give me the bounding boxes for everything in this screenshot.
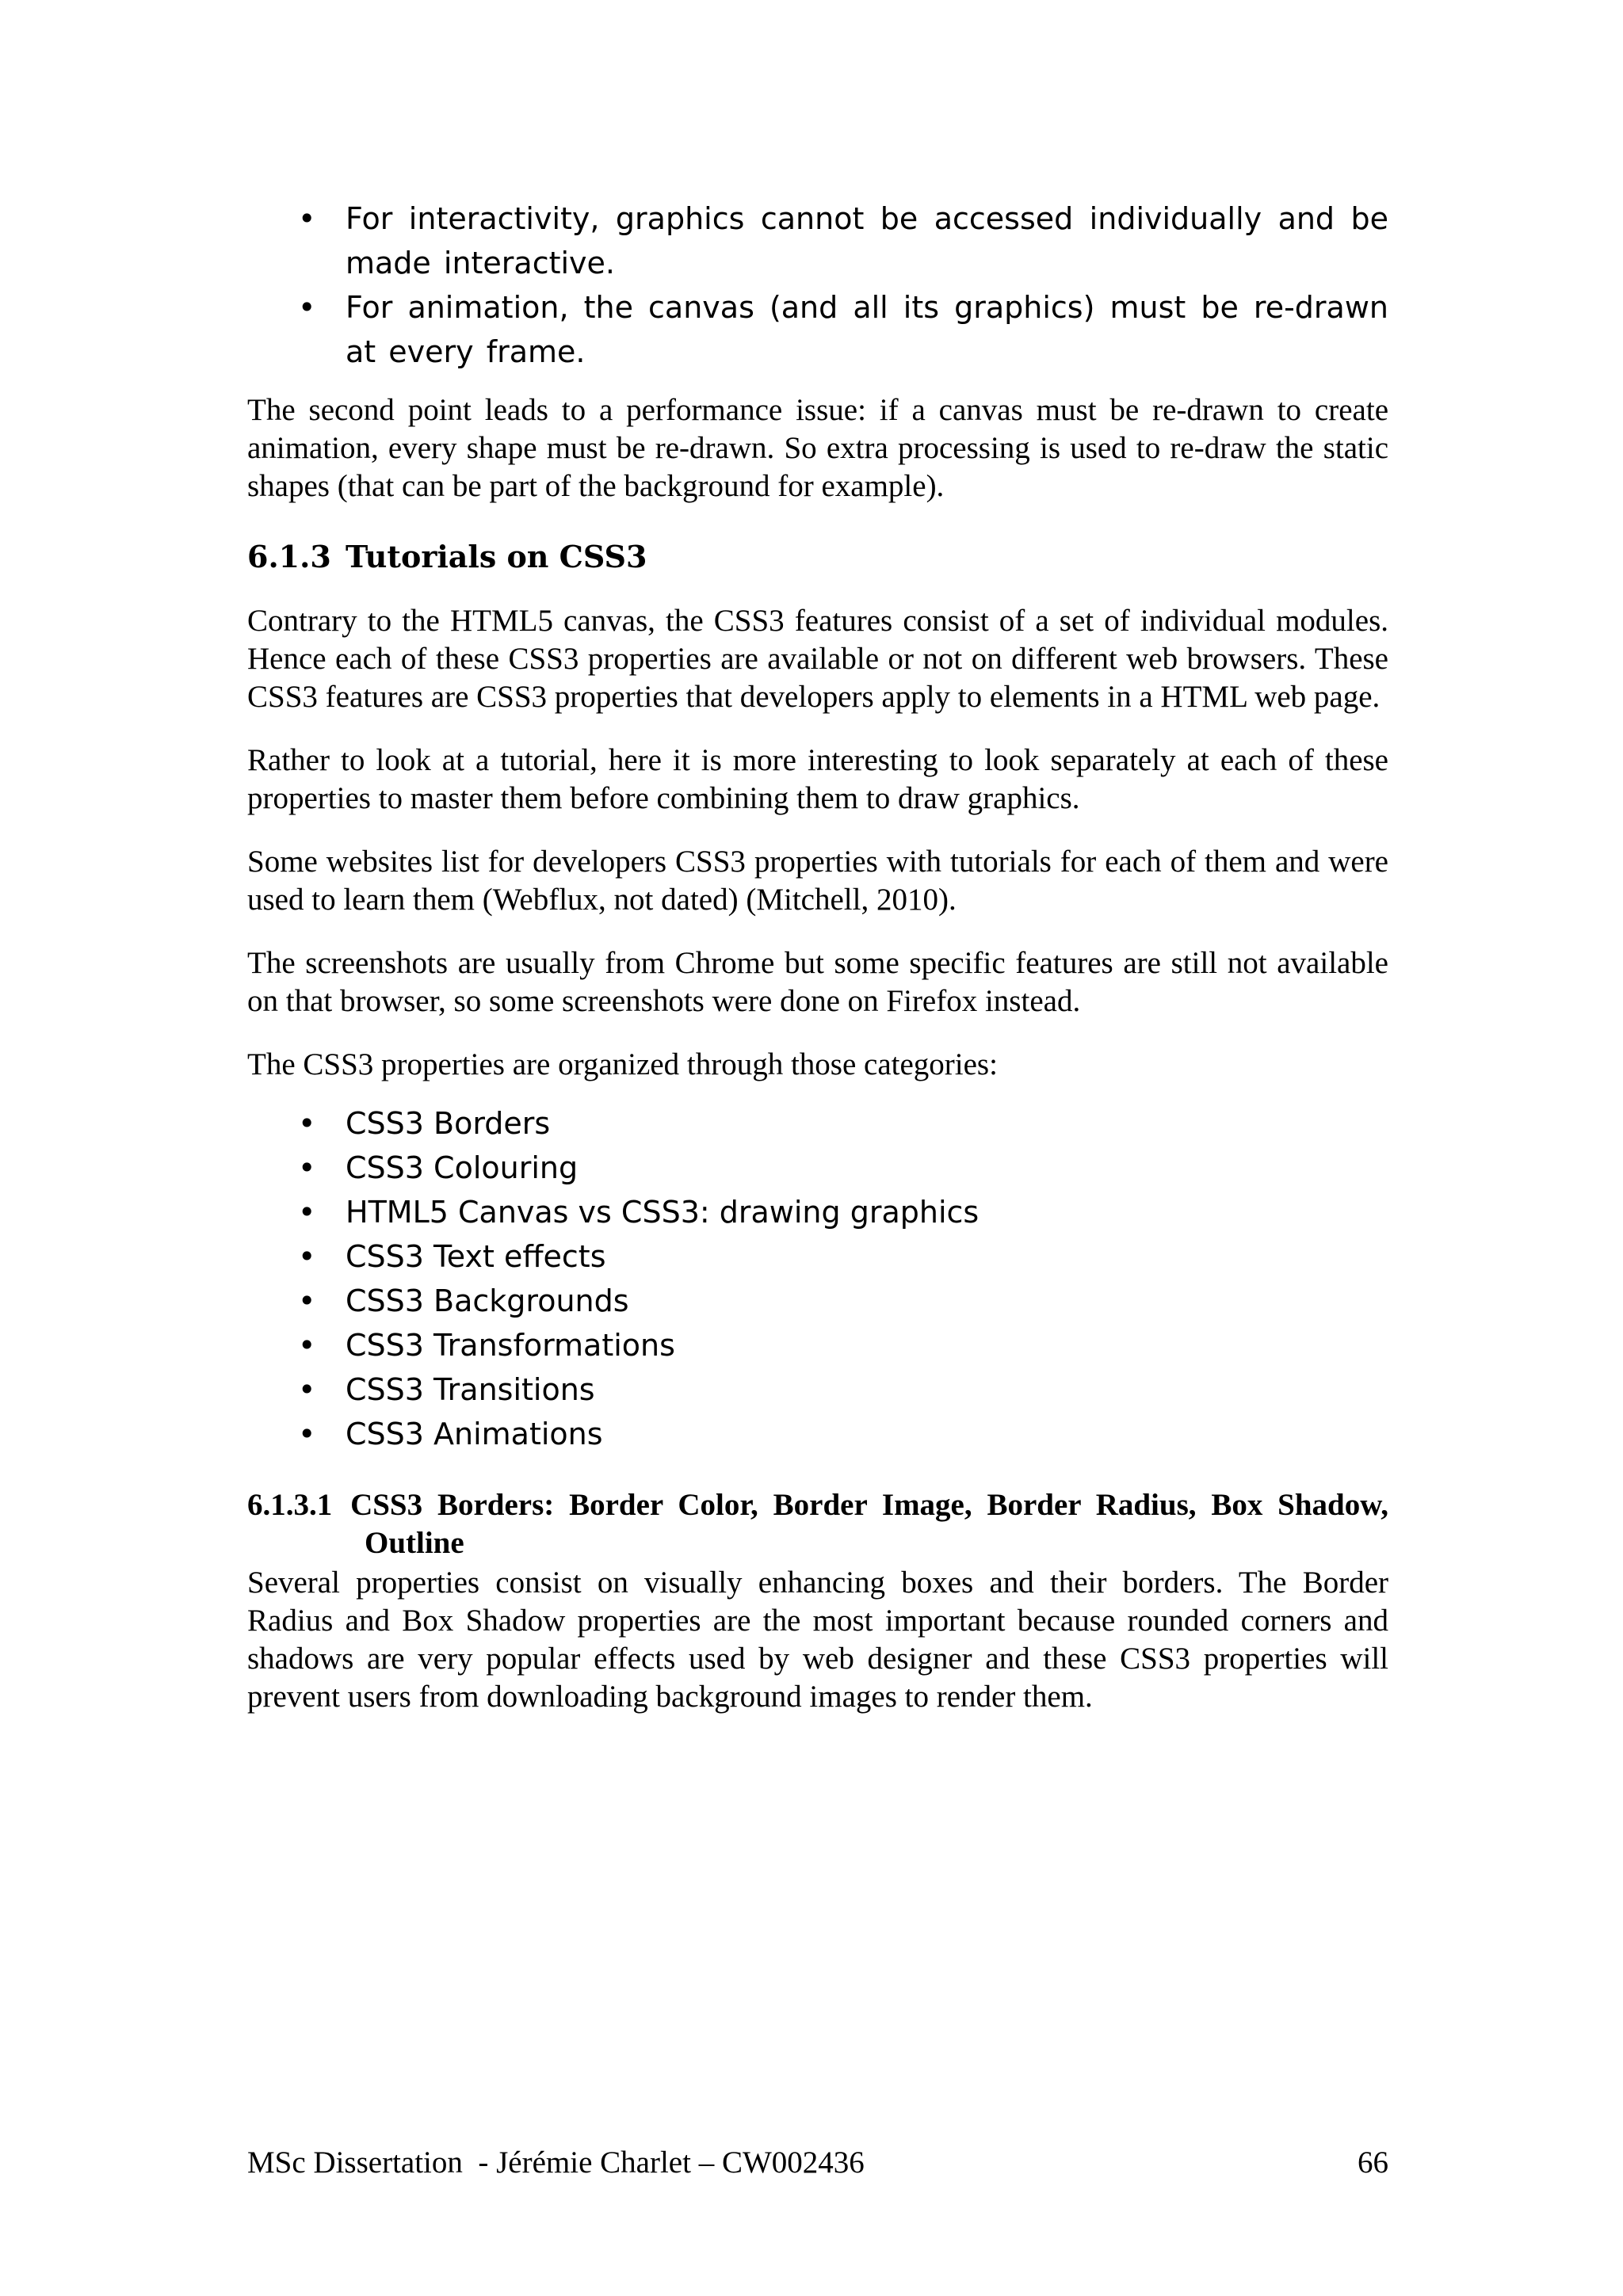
paragraph-borders: Several properties consist on visually enhancing boxes and their borders. The Border Radius and Box Shadow properties are the most important because rounded corners and shadows are very popular effects used by web designer and these CSS3 properties will prevent users from downloading background images to render them.: [247, 1566, 1388, 1714]
list-item: [247, 1146, 1388, 1190]
footer-text: MSc Dissertation - Jérémie Charlet – CW002436: [247, 2145, 865, 2180]
list-item: [247, 285, 1388, 374]
list-item: [247, 1234, 1388, 1279]
category-label: CSS3 Animations: [346, 1417, 603, 1451]
category-label: CSS3 Transformations: [346, 1328, 675, 1363]
category-label: HTML5 Canvas vs CSS3: drawing graphics: [346, 1195, 980, 1230]
paragraph-screenshots: The screenshots are usually from Chrome but some specific features are still not available on that browser, so some screenshots were done on Firefox instead.: [247, 946, 1388, 1018]
bullet-icon: •: [298, 1239, 316, 1274]
bullet-icon: •: [298, 1195, 316, 1230]
list-item: [247, 1323, 1388, 1367]
bullet-icon: •: [298, 1106, 316, 1141]
bullet-icon: •: [298, 290, 316, 325]
section-number: 6.1.3: [247, 539, 331, 574]
paragraph-categories-intro: The CSS3 properties are organized through those categories:: [247, 1047, 998, 1081]
category-label: CSS3 Transitions: [346, 1372, 595, 1407]
section-heading: [247, 537, 1388, 577]
list-item: [247, 1279, 1388, 1323]
paragraph-contrary: Contrary to the HTML5 canvas, the CSS3 features consist of a set of individual modules. Hence each of these CSS3 properties are available or not on different web browsers. These CSS3 features are CSS3 properties that developers apply to elements in a HTML web page.: [247, 604, 1388, 714]
category-label: CSS3 Colouring: [346, 1150, 579, 1185]
subsection-number: 6.1.3.1: [247, 1488, 333, 1522]
document-page: [247, 182, 1388, 1716]
bullet-text: For animation, the canvas (and all its graphics) must be re-drawn at every frame.: [346, 290, 1388, 369]
bullet-icon: •: [298, 1328, 316, 1363]
list-item: [247, 1412, 1388, 1456]
bullet-icon: •: [298, 201, 316, 236]
category-label: CSS3 Text effects: [346, 1239, 606, 1274]
list-item: [247, 1367, 1388, 1412]
bullet-icon: •: [298, 1372, 316, 1407]
bullet-text: For interactivity, graphics cannot be accessed individually and be made interactive.: [346, 201, 1388, 280]
bullet-icon: •: [298, 1283, 316, 1318]
category-label: CSS3 Borders: [346, 1106, 551, 1141]
paragraph-rather: Rather to look at a tutorial, here it is more interesting to look separately at each of these properties to master them before combining them to draw graphics.: [247, 743, 1388, 815]
list-item: [247, 1190, 1388, 1234]
section-title: Tutorials on CSS3: [346, 539, 647, 574]
list-item: [247, 196, 1388, 285]
top-bullet-list: [247, 196, 1388, 374]
page-number: 66: [1358, 2145, 1388, 2180]
bullet-icon: •: [298, 1417, 316, 1451]
paragraph-performance: The second point leads to a performance issue: if a canvas must be re-drawn to create animation, every shape must be re-drawn. So extra processing is used to re-draw the static shapes (that can be part of the background for example).: [247, 393, 1388, 503]
subsection-title: CSS3 Borders: Border Color, Border Image, Border Radius, Box Shadow, Outline: [350, 1488, 1389, 1560]
paragraph-websites: Some websites list for developers CSS3 properties with tutorials for each of them and were used to learn them (Webflux, not dated) (Mitchell, 2010).: [247, 845, 1388, 917]
subsection-heading: [247, 1486, 1388, 1562]
categories-list: [247, 1101, 1388, 1456]
bullet-icon: •: [298, 1150, 316, 1185]
category-label: CSS3 Backgrounds: [346, 1283, 629, 1318]
list-item: [247, 1101, 1388, 1146]
